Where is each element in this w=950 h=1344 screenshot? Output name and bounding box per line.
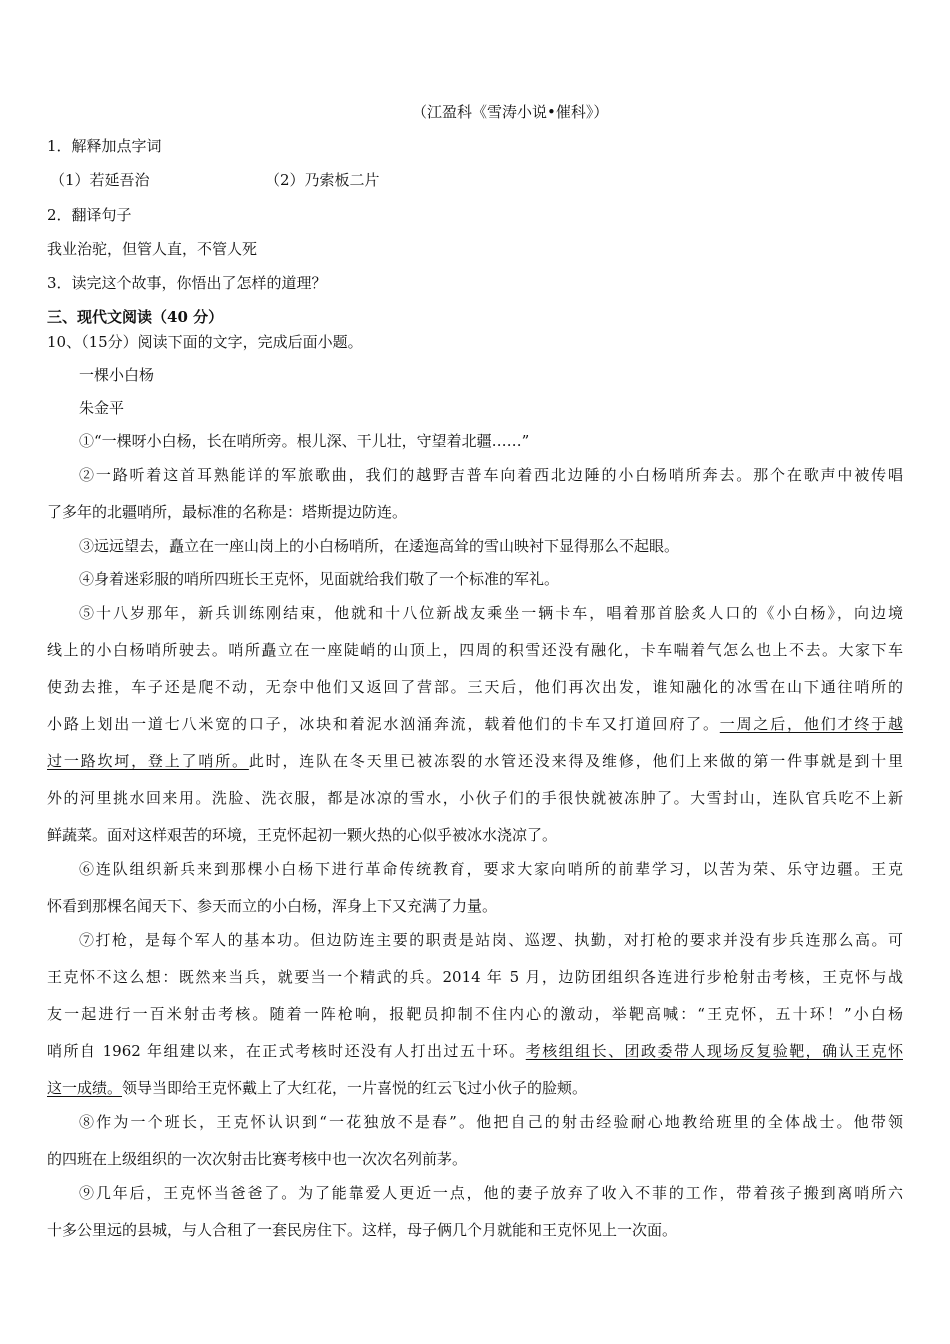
- article-title: 一棵小白杨: [79, 366, 155, 384]
- paragraph-7-line-4: [47, 1041, 903, 1061]
- paragraph-7-text: 哨所自 1962 年组建以来，在正式考核时还没有人打出过五十环。: [47, 1042, 526, 1060]
- paragraph-7-line-3: 友一起进行一百米射击考核。随着一阵枪响，报靶员抑制不住内心的激动，举靶高喊：“王克怀，五十环！”小白杨: [47, 1005, 903, 1023]
- paragraph-2-line-2: 了多年的北疆哨所，最标准的名称是：塔斯提边防连。: [47, 503, 408, 521]
- paragraph-3: ③远远望去，矗立在一座山岗上的小白杨哨所，在逶迤高耸的雪山映衬下显得那么不起眼。: [79, 537, 680, 555]
- paragraph-7-text: 领导当即给王克怀戴上了大红花，一片喜悦的红云飞过小伙子的脸颊。: [122, 1079, 588, 1097]
- article-author: 朱金平: [79, 399, 125, 417]
- paragraph-4: ④身着迷彩服的哨所四班长王克怀，见面就给我们敬了一个标准的军礼。: [79, 570, 560, 588]
- paragraph-1: ①“一棵呀小白杨，长在哨所旁。根儿深、干儿壮，守望着北疆……”: [79, 432, 530, 450]
- paragraph-5-line-1: ⑤十八岁那年，新兵训练刚结束，他就和十八位新战友乘坐一辆卡车，唱着那首脍炙人口的《小白杨》，向边境: [79, 604, 903, 622]
- question-10-intro: 10、（15分）阅读下面的文字，完成后面小题。: [47, 333, 363, 351]
- paragraph-5-line-7: 鲜蔬菜。面对这样艰苦的环境，王克怀起初一颗火热的心似乎被冰水浇凉了。: [47, 826, 558, 844]
- paragraph-5-text: 此时，连队在冬天里已被冻裂的水管还没来得及维修，他们上来做的第一件事就是到十里: [248, 752, 903, 770]
- underlined-sentence-2-end: 这一成绩。: [47, 1079, 123, 1097]
- underlined-sentence-1-end: 过一路坎坷，登上了哨所。: [47, 752, 249, 770]
- question-1-title: 1．解释加点字词: [47, 137, 162, 155]
- question-2-title: 2．翻译句子: [47, 206, 132, 224]
- underlined-sentence-1: 一周之后，他们才终于越: [719, 715, 903, 733]
- question-1-item-2: （2）乃索板二片: [265, 171, 380, 189]
- paragraph-8-line-1: ⑧作为一个班长，王克怀认识到“一花独放不是春”。他把自己的射击经验耐心地教给班里的全体战士。他带领: [79, 1113, 903, 1131]
- question-2-sentence: 我业治驼，但管人直，不管人死: [47, 240, 258, 258]
- paragraph-5-line-5: [47, 751, 903, 771]
- source-citation: （江盈科《雪涛小说•催科》）: [412, 103, 609, 121]
- paragraph-9-line-2: 十多公里远的县城，与人合租了一套民房住下。这样，母子俩几个月就能和王克怀见上一次面。: [47, 1221, 678, 1239]
- paragraph-6-line-1: ⑥连队组织新兵来到那棵小白杨下进行革命传统教育，要求大家向哨所的前辈学习，以苦为荣、乐守边疆。王克: [79, 860, 903, 878]
- paragraph-2-line-1: ②一路听着这首耳熟能详的军旅歌曲，我们的越野吉普车向着西北边陲的小白杨哨所奔去。那个在歌声中被传唱: [79, 466, 903, 484]
- paragraph-9-line-1: ⑨几年后，王克怀当爸爸了。为了能靠爱人更近一点，他的妻子放弃了收入不菲的工作，带着孩子搬到离哨所六: [79, 1184, 903, 1202]
- paragraph-7-line-5: [47, 1078, 587, 1098]
- paragraph-7-line-2: 王克怀不这么想：既然来当兵，就要当一个精武的兵。2014 年 5 月，边防团组织各连进行步枪射击考核，王克怀与战: [47, 968, 903, 986]
- paragraph-5-line-3: 使劲去推，车子还是爬不动，无奈中他们又返回了营部。三天后，他们再次出发，谁知融化的冰雪在山下通往哨所的: [47, 678, 903, 696]
- paragraph-6-line-2: 怀看到那棵名闻天下、参天而立的小白杨，浑身上下又充满了力量。: [47, 897, 498, 915]
- paragraph-7-line-1: ⑦打枪，是每个军人的基本功。但边防连主要的职责是站岗、巡逻、执勤，对打枪的要求并没有步兵连那么高。可: [79, 931, 903, 949]
- paragraph-8-line-2: 的四班在上级组织的一次次射击比赛考核中也一次次名列前茅。: [47, 1150, 468, 1168]
- question-1-item-1: （1）若延吾治: [50, 171, 150, 189]
- paragraph-5-line-4: [47, 714, 903, 734]
- underlined-sentence-2: 考核组组长、团政委带人现场反复验靶，确认王克怀: [525, 1042, 903, 1060]
- question-3-title: 3．读完这个故事，你悟出了怎样的道理？: [47, 274, 327, 292]
- paragraph-5-text: 小路上划出一道七八米宽的口子，冰块和着泥水汹涌奔流，载着他们的卡车又打道回府了。: [47, 715, 720, 733]
- paragraph-5-line-2: 线上的小白杨哨所驶去。哨所矗立在一座陡峭的山顶上，四周的积雪还没有融化，卡车喘着气怎么也上不去。大家下车: [47, 641, 903, 659]
- section-heading: 三、现代文阅读（40 分）: [47, 308, 224, 326]
- paragraph-5-line-6: 外的河里挑水回来用。洗脸、洗衣服，都是冰凉的雪水，小伙子们的手很快就被冻肿了。大雪封山，连队官兵吃不上新: [47, 789, 903, 807]
